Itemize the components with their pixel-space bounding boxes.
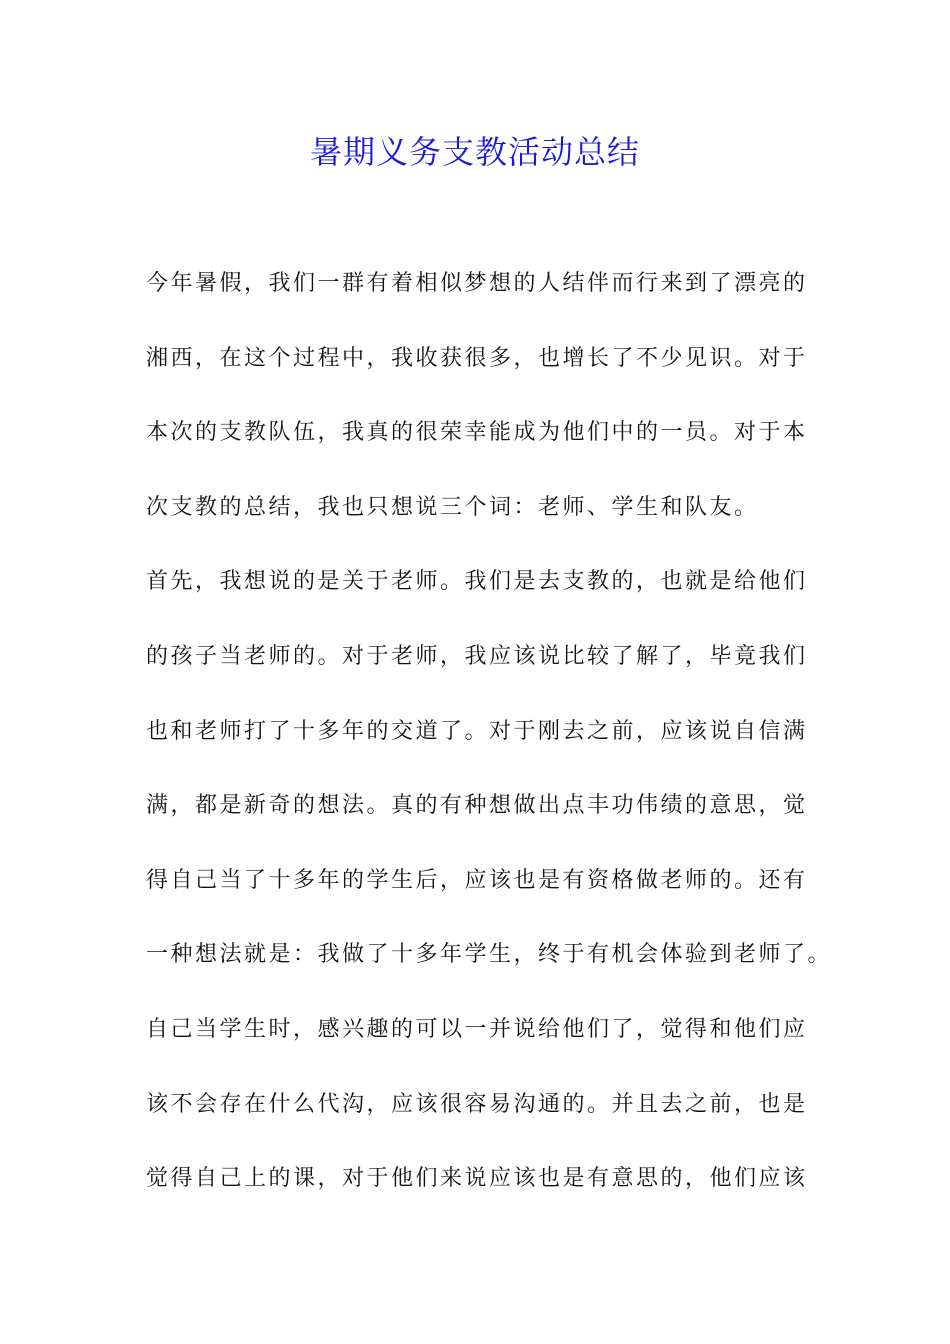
- body-line: 次支教的总结，我也只想说三个词：老师、学生和队友。: [146, 494, 759, 520]
- body-line: 首先，我想说的是关于老师。我们是去支教的，也就是给他们: [146, 569, 808, 595]
- document-title: 暑期义务支教活动总结: [309, 133, 640, 171]
- body-line: 满，都是新奇的想法。真的有种想做出点丰功伟绩的意思，觉: [146, 793, 808, 819]
- body-line: 一种想法就是：我做了十多年学生，终于有机会体验到老师了。: [146, 942, 833, 968]
- body-line: 今年暑假，我们一群有着相似梦想的人结伴而行来到了漂亮的: [146, 271, 808, 296]
- body-line: 的孩子当老师的。对于老师，我应该说比较了解了，毕竟我们: [146, 643, 808, 669]
- body-line: 该不会存在什么代沟，应该很容易沟通的。并且去之前，也是: [146, 1091, 808, 1117]
- body-line: 也和老师打了十多年的交道了。对于刚去之前，应该说自信满: [146, 718, 808, 744]
- body-line: 本次的支教队伍，我真的很荣幸能成为他们中的一员。对于本: [146, 420, 808, 446]
- body-line: 觉得自己上的课，对于他们来说应该也是有意思的，他们应该: [146, 1166, 808, 1192]
- body-line: 湘西，在这个过程中，我收获很多，也增长了不少见识。对于: [146, 345, 808, 371]
- document-body: [146, 264, 836, 1234]
- body-line: 自己当学生时，感兴趣的可以一并说给他们了，觉得和他们应: [146, 1016, 808, 1042]
- body-line: 得自己当了十多年的学生后，应该也是有资格做老师的。还有: [146, 867, 808, 893]
